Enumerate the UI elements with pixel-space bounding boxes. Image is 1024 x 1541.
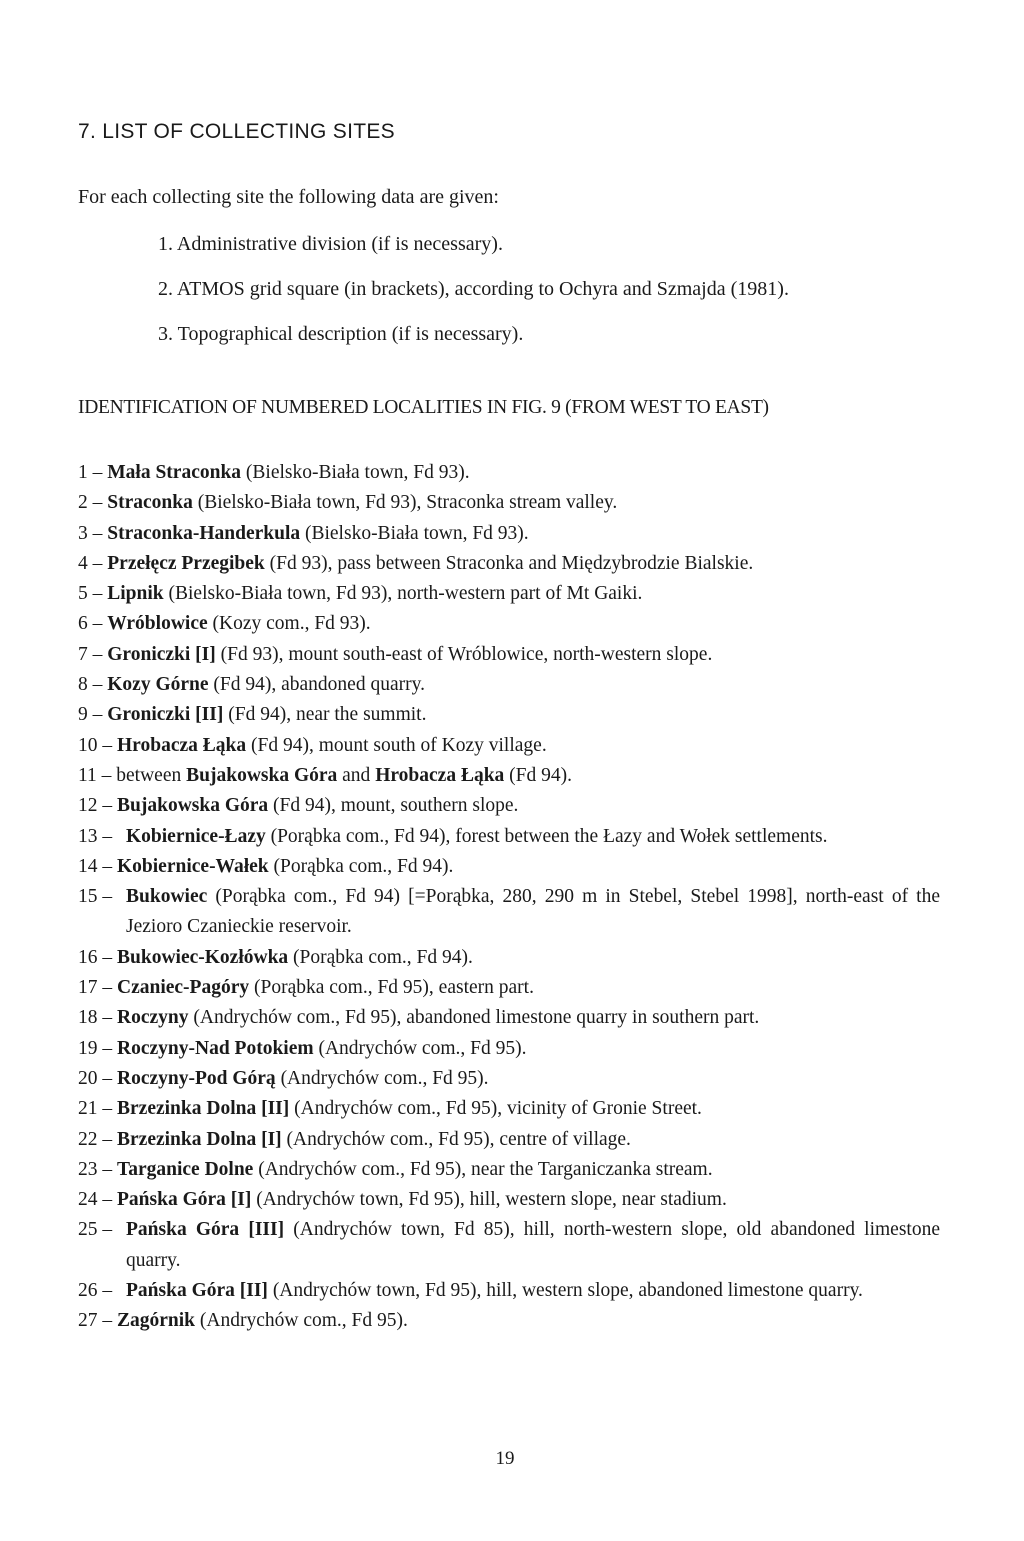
locality-item: [78, 700, 940, 730]
localities-subheading: IDENTIFICATION OF NUMBERED LOCALITIES IN FIG. 9 (FROM WEST TO EAST): [78, 397, 769, 418]
locality-number: 19 –: [78, 1037, 117, 1059]
locality-item: [78, 519, 940, 549]
locality-name: Lipnik: [107, 583, 164, 605]
locality-number: 12 –: [78, 795, 117, 817]
locality-item: [78, 882, 940, 943]
locality-text: [117, 1003, 940, 1033]
locality-item: [78, 1125, 940, 1155]
locality-text: [117, 1306, 940, 1336]
locality-description: (Andrychów com., Fd 95), abandoned limestone quarry in southern part.: [188, 1007, 760, 1029]
locality-number: 18 –: [78, 1007, 117, 1029]
locality-text: [107, 458, 940, 488]
locality-text: [117, 1125, 940, 1155]
locality-text: [126, 1276, 940, 1306]
locality-connector: and: [337, 764, 376, 786]
data-fields-list: [158, 232, 789, 367]
locality-text: [107, 579, 940, 609]
locality-description: (Andrychów com., Fd 95).: [275, 1067, 489, 1089]
locality-text: [117, 1185, 940, 1215]
locality-item: [78, 1185, 940, 1215]
locality-number: 5 –: [78, 583, 108, 605]
locality-description: (Fd 94), mount, southern slope.: [268, 795, 519, 817]
locality-description: (Andrychów town, Fd 85), hill, north-western slope, old abandoned limestone quarry.: [126, 1219, 940, 1271]
locality-name: Kobiernice-Wałek: [117, 855, 269, 877]
locality-item: [78, 973, 940, 1003]
locality-item: [78, 609, 940, 639]
locality-name: Bukowiec: [126, 886, 208, 908]
locality-name: Groniczki [I]: [107, 643, 216, 665]
locality-text: [117, 973, 940, 1003]
locality-description: (Kozy com., Fd 93).: [207, 613, 371, 635]
locality-description: (Andrychów com., Fd 95), vicinity of Gronie Street.: [289, 1098, 702, 1120]
locality-number: 13 –: [78, 825, 117, 847]
locality-number: 23 –: [78, 1158, 117, 1180]
locality-item: [78, 488, 940, 518]
locality-text: [117, 1034, 940, 1064]
locality-name: Bujakowska Góra: [186, 764, 338, 786]
locality-number: 4 –: [78, 552, 108, 574]
locality-number: 1 –: [78, 462, 108, 483]
locality-name: Zagórnik: [117, 1310, 196, 1332]
locality-text: [107, 640, 940, 670]
locality-item: [78, 1003, 940, 1033]
locality-name: Groniczki [II]: [107, 704, 224, 726]
locality-number: 8 –: [78, 674, 108, 696]
locality-text: [107, 670, 940, 700]
locality-text: [107, 488, 940, 518]
data-field-item: 1. Administrative division (if is necessary).: [158, 233, 503, 255]
locality-description: (Andrychów com., Fd 95).: [313, 1037, 527, 1059]
locality-name: Brzezinka Dolna [II]: [117, 1098, 290, 1120]
locality-text: [107, 609, 940, 639]
locality-description: (Porąbka com., Fd 95), eastern part.: [249, 977, 534, 999]
locality-item: [78, 761, 940, 791]
locality-name: Straconka-Handerkula: [107, 522, 301, 544]
locality-number: 15 –: [78, 886, 117, 908]
locality-number: 3 –: [78, 522, 108, 544]
locality-item: [78, 791, 940, 821]
locality-item: [78, 822, 940, 852]
locality-number: 20 –: [78, 1067, 117, 1089]
locality-name: Kobiernice-Łazy: [126, 825, 266, 847]
locality-number: 27 –: [78, 1310, 117, 1332]
locality-number: 21 –: [78, 1098, 117, 1120]
locality-number: 7 –: [78, 643, 108, 665]
locality-text: [117, 852, 940, 882]
locality-description: (Porąbka com., Fd 94), forest between the Łazy and Wołek settlements.: [265, 825, 828, 847]
locality-description: (Andrychów com., Fd 95).: [195, 1310, 408, 1332]
locality-name: Roczyny-Nad Potokiem: [117, 1037, 314, 1059]
locality-name: Pańska Góra [I]: [117, 1189, 252, 1211]
locality-number: 17 –: [78, 977, 117, 999]
locality-text: [117, 943, 940, 973]
locality-description: (Porąbka com., Fd 94).: [288, 946, 473, 968]
locality-number: 26 –: [78, 1280, 117, 1302]
intro-paragraph: For each collecting site the following data are given:: [78, 186, 499, 208]
locality-text: [117, 1094, 940, 1124]
locality-number: 14 –: [78, 855, 117, 877]
locality-number: 10 –: [78, 734, 117, 756]
locality-description: (Andrychów com., Fd 95), near the Targaniczanka stream.: [253, 1158, 713, 1180]
locality-item: [78, 731, 940, 761]
locality-item: [78, 1034, 940, 1064]
locality-description: (Andrychów town, Fd 95), hill, western slope, near stadium.: [251, 1189, 727, 1211]
locality-number: 22 –: [78, 1128, 117, 1150]
localities-list: [78, 458, 940, 1337]
locality-item: [78, 852, 940, 882]
locality-name: Targanice Dolne: [117, 1158, 254, 1180]
locality-number: 25 –: [78, 1219, 117, 1241]
locality-description: (Fd 94), mount south of Kozy village.: [246, 734, 547, 756]
locality-text: [117, 731, 940, 761]
locality-name: Wróblowice: [107, 613, 208, 635]
data-field-item: 2. ATMOS grid square (in brackets), according to Ochyra and Szmajda (1981).: [158, 278, 789, 300]
locality-number: 16 –: [78, 946, 117, 968]
locality-item: [78, 670, 940, 700]
section-heading: 7. LIST OF COLLECTING SITES: [78, 120, 395, 143]
locality-name: Czaniec-Pagóry: [117, 977, 250, 999]
locality-name: Pańska Góra [III]: [126, 1219, 285, 1241]
locality-name: Roczyny: [117, 1007, 189, 1029]
locality-description: (Bielsko-Biała town, Fd 93), Straconka stream valley.: [192, 492, 618, 514]
locality-text: [117, 791, 940, 821]
locality-number: 6 –: [78, 613, 108, 635]
locality-description: (Porąbka com., Fd 94) [=Porąbka, 280, 290 m in Stebel, Stebel 1998], north-east of the Jezioro Czanieckie reservoir.: [126, 886, 940, 938]
locality-item: [78, 1155, 940, 1185]
locality-name: Straconka: [107, 492, 193, 514]
locality-text: [117, 1155, 940, 1185]
locality-description: (Fd 93), mount south-east of Wróblowice, north-western slope.: [215, 643, 713, 665]
locality-number: 11 –: [78, 764, 117, 786]
locality-description: (Fd 93), pass between Straconka and Międzybrodzie Bialskie.: [264, 552, 754, 574]
locality-text: [107, 519, 940, 549]
locality-item: [78, 943, 940, 973]
locality-name: Hrobacza Łąka: [375, 764, 505, 786]
locality-text: [126, 1215, 940, 1276]
locality-text: [126, 882, 940, 943]
locality-number: 24 –: [78, 1189, 117, 1211]
locality-prefix: between: [116, 764, 187, 786]
locality-item: [78, 1276, 940, 1306]
locality-name: Bujakowska Góra: [117, 795, 269, 817]
locality-item: [78, 458, 940, 488]
page-number: 19: [495, 1448, 515, 1469]
locality-text: [117, 1064, 940, 1094]
locality-number: 2 –: [78, 492, 108, 514]
locality-description: (Fd 94), near the summit.: [223, 704, 427, 726]
locality-item: [78, 579, 940, 609]
locality-item: [78, 1094, 940, 1124]
locality-text: [126, 822, 940, 852]
locality-description: (Andrychów town, Fd 95), hill, western slope, abandoned limestone quarry.: [267, 1280, 863, 1302]
locality-description: (Bielsko-Biała town, Fd 93).: [241, 462, 470, 483]
locality-item: [78, 1064, 940, 1094]
locality-item: [78, 549, 940, 579]
locality-text: [107, 549, 940, 579]
locality-name: Hrobacza Łąka: [117, 734, 247, 756]
locality-name: Brzezinka Dolna [I]: [117, 1128, 282, 1150]
locality-description: (Bielsko-Biała town, Fd 93).: [300, 522, 529, 544]
locality-text: [116, 761, 940, 791]
locality-item: [78, 1306, 940, 1336]
locality-description: (Fd 94), abandoned quarry.: [208, 674, 425, 696]
locality-name: Przełęcz Przegibek: [107, 552, 265, 574]
locality-description: (Porąbka com., Fd 94).: [268, 855, 454, 877]
locality-description: (Fd 94).: [504, 764, 573, 786]
locality-text: [107, 700, 940, 730]
locality-item: [78, 1215, 940, 1276]
locality-name: Pańska Góra [II]: [126, 1280, 268, 1302]
locality-description: (Andrychów com., Fd 95), centre of village.: [281, 1128, 631, 1150]
locality-name: Bukowiec-Kozłówka: [117, 946, 289, 968]
locality-description: (Bielsko-Biała town, Fd 93), north-western part of Mt Gaiki.: [163, 583, 643, 605]
locality-name: Mała Straconka: [107, 462, 242, 483]
locality-number: 9 –: [78, 704, 108, 726]
locality-item: [78, 640, 940, 670]
locality-name: Roczyny-Pod Górą: [117, 1067, 276, 1089]
data-field-item: 3. Topographical description (if is necessary).: [158, 323, 524, 345]
locality-name: Kozy Górne: [107, 674, 209, 696]
